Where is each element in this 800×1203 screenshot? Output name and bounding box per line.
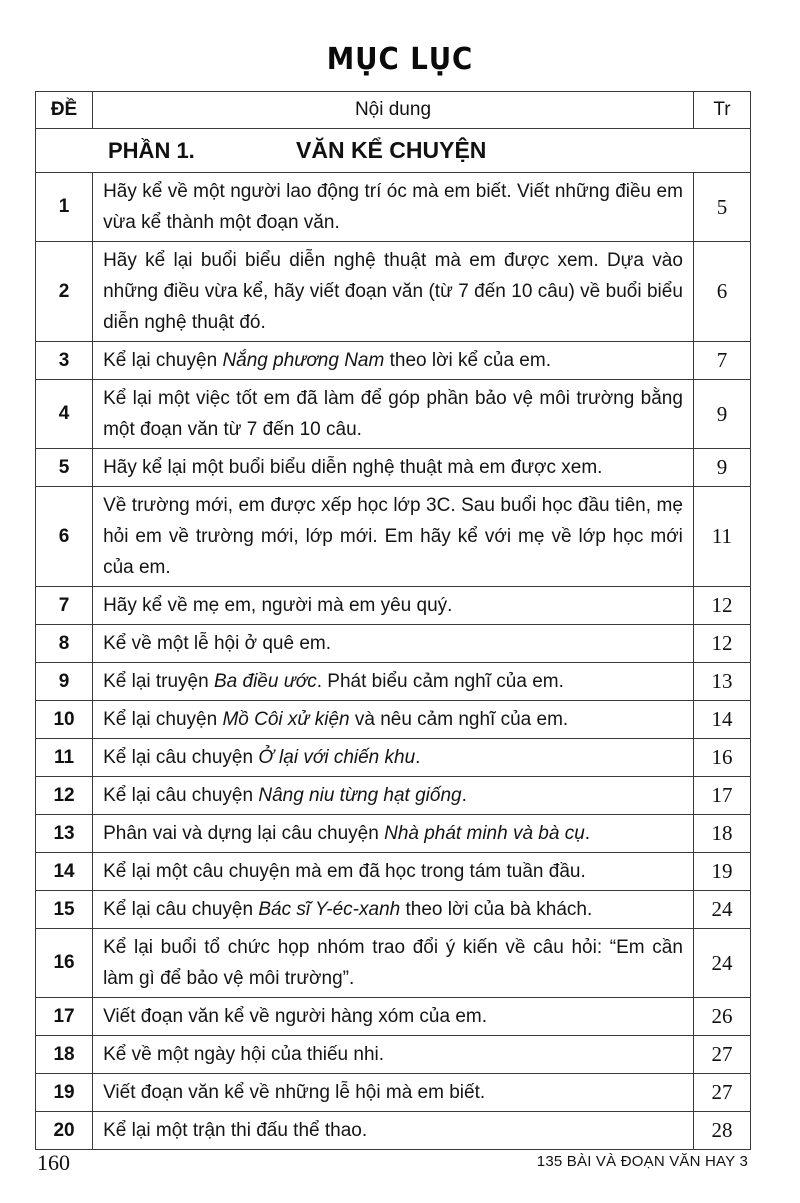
description-text: Kể lại chuyện xyxy=(103,709,223,730)
exercise-description xyxy=(93,1074,694,1112)
section-heading xyxy=(36,129,751,173)
page-number: 27 xyxy=(693,1036,750,1074)
page-number: 5 xyxy=(693,173,750,242)
description-text: . xyxy=(415,747,421,768)
header-page: Tr xyxy=(693,92,750,129)
page-number: 24 xyxy=(693,929,750,998)
exercise-number: 17 xyxy=(36,998,93,1036)
exercise-number: 9 xyxy=(36,663,93,701)
description-text: Hãy kể về mẹ em, người mà em yêu quý. xyxy=(103,595,453,616)
description-text: Phân vai và dựng lại câu chuyện xyxy=(103,823,385,844)
page-number: 27 xyxy=(693,1074,750,1112)
description-text: Kể lại câu chuyện xyxy=(103,899,259,920)
exercise-number: 4 xyxy=(36,380,93,449)
page-number: 26 xyxy=(693,998,750,1036)
page-number: 12 xyxy=(693,625,750,663)
table-row xyxy=(36,487,751,587)
exercise-number: 18 xyxy=(36,1036,93,1074)
exercise-description xyxy=(93,739,694,777)
exercise-description xyxy=(93,173,694,242)
page-number: 16 xyxy=(693,739,750,777)
exercise-description xyxy=(93,380,694,449)
exercise-number: 5 xyxy=(36,449,93,487)
exercise-number: 15 xyxy=(36,891,93,929)
description-text: Kể lại chuyện xyxy=(103,350,223,371)
description-text: Viết đoạn văn kể về những lễ hội mà em biết. xyxy=(103,1082,486,1103)
story-title-italic: Nhà phát minh và bà cụ xyxy=(384,823,585,844)
exercise-number: 20 xyxy=(36,1112,93,1150)
table-row xyxy=(36,587,751,625)
description-text: Kể lại buổi tổ chức họp nhóm trao đổi ý kiến về câu hỏi: “Em cần làm gì để bảo vệ môi trường”. xyxy=(103,937,683,989)
page-number: 14 xyxy=(693,701,750,739)
description-text: Kể lại truyện xyxy=(103,671,214,692)
story-title-italic: Ở lại với chiến khu xyxy=(258,747,416,768)
page-number: 24 xyxy=(693,891,750,929)
page-number: 7 xyxy=(693,342,750,380)
page-number: 17 xyxy=(693,777,750,815)
exercise-description xyxy=(93,891,694,929)
table-of-contents xyxy=(35,91,751,1150)
exercise-number: 7 xyxy=(36,587,93,625)
exercise-number: 19 xyxy=(36,1074,93,1112)
table-row xyxy=(36,663,751,701)
table-row xyxy=(36,625,751,663)
description-text: Hãy kể về một người lao động trí óc mà em biết. Viết những điều em vừa kể thành một đoạn văn. xyxy=(103,181,683,233)
exercise-number: 16 xyxy=(36,929,93,998)
exercise-number: 12 xyxy=(36,777,93,815)
description-text: Kể lại một câu chuyện mà em đã học trong tám tuần đầu. xyxy=(103,861,586,882)
description-text: Kể lại một trận thi đấu thể thao. xyxy=(103,1120,368,1141)
exercise-description xyxy=(93,998,694,1036)
page-number: 9 xyxy=(693,449,750,487)
exercise-number: 10 xyxy=(36,701,93,739)
exercise-description xyxy=(93,487,694,587)
table-row xyxy=(36,1112,751,1150)
description-text: . xyxy=(461,785,467,806)
table-row xyxy=(36,1074,751,1112)
exercise-description xyxy=(93,1112,694,1150)
story-title-italic: Ba điều ước xyxy=(213,671,317,692)
description-text: Kể lại câu chuyện xyxy=(103,747,259,768)
exercise-description xyxy=(93,815,694,853)
exercise-description xyxy=(93,777,694,815)
page-number: 6 xyxy=(693,242,750,342)
table-row xyxy=(36,929,751,998)
story-title-italic: Nâng niu từng hạt giống xyxy=(258,785,462,806)
exercise-description xyxy=(93,701,694,739)
exercise-description xyxy=(93,242,694,342)
description-text: Kể về một ngày hội của thiếu nhi. xyxy=(103,1044,385,1065)
page-number: 13 xyxy=(693,663,750,701)
description-text: và nêu cảm nghĩ của em. xyxy=(349,709,569,730)
table-row xyxy=(36,777,751,815)
story-title-italic: Mồ Côi xử kiện xyxy=(222,709,350,730)
description-text: theo lời của bà khách. xyxy=(400,899,593,920)
exercise-description xyxy=(93,587,694,625)
table-row xyxy=(36,891,751,929)
description-text: Viết đoạn văn kể về người hàng xóm của em. xyxy=(103,1006,488,1027)
table-row xyxy=(36,1036,751,1074)
page-number: 9 xyxy=(693,380,750,449)
exercise-number: 6 xyxy=(36,487,93,587)
table-row xyxy=(36,815,751,853)
exercise-description xyxy=(93,342,694,380)
table-row xyxy=(36,998,751,1036)
description-text: . Phát biểu cảm nghĩ của em. xyxy=(316,671,564,692)
table-row xyxy=(36,380,751,449)
header-exercise-number: ĐỀ xyxy=(36,92,93,129)
page-title: MỤC LỤC xyxy=(326,42,474,77)
exercise-description xyxy=(93,1036,694,1074)
description-text: Hãy kể lại buổi biểu diễn nghệ thuật mà em được xem. Dựa vào những điều vừa kể, hãy viết đoạn văn (từ 7 đến 10 câu) về buổi biểu diễn nghệ thuật đó. xyxy=(103,250,683,333)
exercise-number: 8 xyxy=(36,625,93,663)
page-number: 12 xyxy=(693,587,750,625)
footer-page-number: 160 xyxy=(37,1150,70,1175)
table-row xyxy=(36,449,751,487)
description-text: Kể lại một việc tốt em đã làm để góp phần bảo vệ môi trường bằng một đoạn văn từ 7 đến 10 câu. xyxy=(103,388,683,440)
story-title-italic: Nắng phương Nam xyxy=(222,350,385,371)
table-row xyxy=(36,701,751,739)
exercise-number: 14 xyxy=(36,853,93,891)
table-row xyxy=(36,242,751,342)
exercise-description xyxy=(93,853,694,891)
description-text: Hãy kể lại một buổi biểu diễn nghệ thuật mà em được xem. xyxy=(103,457,603,478)
exercise-number: 13 xyxy=(36,815,93,853)
page-number: 28 xyxy=(693,1112,750,1150)
footer-book-title: 135 BÀI VÀ ĐOẠN VĂN HAY 3 xyxy=(536,1153,748,1170)
story-title-italic: Bác sĩ Y-éc-xanh xyxy=(258,899,401,920)
exercise-description xyxy=(93,663,694,701)
table-row xyxy=(36,173,751,242)
exercise-description xyxy=(93,449,694,487)
exercise-description xyxy=(93,929,694,998)
header-content: Nội dung xyxy=(93,92,694,129)
page-number: 19 xyxy=(693,853,750,891)
section-row xyxy=(36,129,751,173)
description-text: Về trường mới, em được xếp học lớp 3C. Sau buổi học đầu tiên, mẹ hỏi em về trường mới, lớp mới. Em hãy kể với mẹ về lớp học mới của em. xyxy=(103,495,683,578)
table-row xyxy=(36,342,751,380)
section-title: VĂN KỂ CHUYỆN xyxy=(296,137,487,163)
exercise-number: 1 xyxy=(36,173,93,242)
description-text: Kể lại câu chuyện xyxy=(103,785,259,806)
exercise-description xyxy=(93,625,694,663)
table-row xyxy=(36,739,751,777)
page-number: 18 xyxy=(693,815,750,853)
table-row xyxy=(36,853,751,891)
page-number: 11 xyxy=(693,487,750,587)
exercise-number: 2 xyxy=(36,242,93,342)
section-label: PHẦN 1. xyxy=(108,138,195,163)
table-header-row xyxy=(36,92,751,129)
exercise-number: 3 xyxy=(36,342,93,380)
description-text: . xyxy=(584,823,591,844)
description-text: Kể về một lễ hội ở quê em. xyxy=(103,633,331,654)
description-text: theo lời kể của em. xyxy=(384,350,551,371)
exercise-number: 11 xyxy=(36,739,93,777)
